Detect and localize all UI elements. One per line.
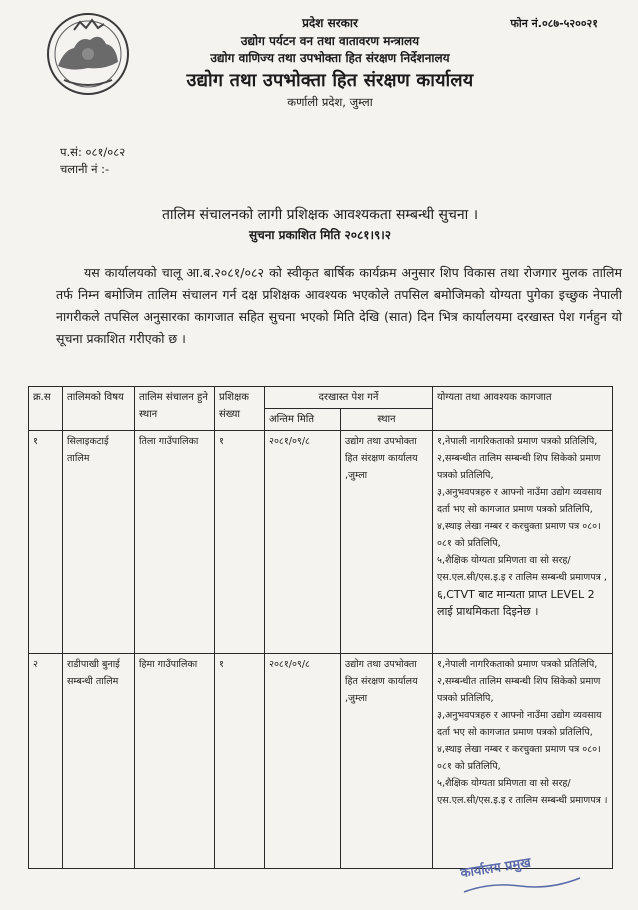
header-government: प्रदेश सरकार (302, 16, 358, 30)
requirement-item: ४,स्थाइ लेखा नम्बर र करचुक्ता प्रमाण पत्र ०८०।०८१ को प्रतिलिपि, (437, 744, 601, 772)
requirement-item: १,नेपाली नागरिकताको प्रमाण पत्रको प्रतिलिपि, (437, 436, 598, 447)
office-chief-stamp (460, 852, 620, 898)
header-count: प्रशिक्षक संख्या (215, 387, 265, 431)
header-deadline: अन्तिम मिति (265, 409, 341, 431)
cell-requirements (433, 654, 613, 869)
requirement-item: ३,अनुभवपत्रहरु र आफ्नो नाउँमा उद्योग व्यवसाय दर्ता भए सो कागजात प्रमाण पत्रको प्रतिलिपि, (437, 710, 602, 738)
cell-deadline: २०८१/०९/८ (265, 431, 341, 654)
cell-place: तिला गाउँपालिका (135, 431, 215, 654)
header-address: कर्णाली प्रदेश, जुम्ला (287, 95, 373, 109)
header-place: तालिम संचालन हुने स्थान (135, 387, 215, 431)
header-apply: दरखास्त पेश गर्ने (265, 387, 433, 409)
requirement-item: २,सम्बन्धीत तालिम सम्बन्धी शिप सिकेको प्रमाण पत्रको प्रतिलिपि, (437, 453, 601, 481)
cell-sn: २ (29, 654, 63, 869)
requirement-level-note: ६,CTVT बाट मान्यता प्राप्त LEVEL 2 लाई प्राथमिकता दिइनेछ । (437, 588, 595, 618)
cell-deadline: २०८१/०९/८ (265, 654, 341, 869)
table-header-row (29, 387, 613, 409)
cell-place: हिमा गाउँपालिका (135, 654, 215, 869)
requirement-item: ५,शैक्षिक योग्यता प्रमिणता वा सो सरह/एस.एल.सी/एस.इ.इ र तालिम सम्बन्धी प्रमाणपत्र । (437, 778, 608, 806)
notice-published-date: सुचना प्रकाशित मिति २०८१।९।२ (248, 228, 392, 242)
header-directorate: उद्योग वाणिज्य तथा उपभोक्ता हित संरक्षण निर्देशनालय (210, 51, 450, 65)
notice-title: तालिम संचालनको लागी प्रशिक्षक आवश्यकता सम्बन्धी सुचना । (161, 207, 479, 223)
stamp-text: कार्यालय प्रमुख (459, 855, 532, 882)
reference-number: प.सं: ०८१/०८२ (60, 145, 126, 159)
cell-count: १ (215, 654, 265, 869)
header-qualification: योग्यता तथा आवश्यक कागजात (433, 387, 613, 431)
requirement-item: १,नेपाली नागरिकताको प्रमाण पत्रको प्रतिलिपि, (437, 659, 598, 670)
header-office: उद्योग तथा उपभोक्ता हित संरक्षण कार्यालय (186, 70, 474, 91)
nepal-emblem-icon (44, 10, 132, 100)
header-subject: तालिमको विषय (63, 387, 135, 431)
cell-requirements (433, 431, 613, 654)
requirement-item: ५,शैक्षिक योग्यता प्रमिणता वा सो सरह/एस.एल.सी/एस.इ.इ र तालिम सम्बन्धी प्रमाणपत्र , (437, 555, 607, 583)
cell-location: उद्योग तथा उपभोक्ता हित संरक्षण कार्यालय ,जुम्ला (341, 654, 433, 869)
header-ministry: उद्योग पर्यटन वन तथा वातावरण मन्त्रालय (240, 34, 420, 48)
cell-subject: सिलाइकटाई तालिम (63, 431, 135, 654)
table-row (29, 654, 613, 869)
cell-location: उद्योग तथा उपभोक्ता हित संरक्षण कार्यालय ,जुम्ला (341, 431, 433, 654)
requirement-item: ३,अनुभवपत्रहरु र आफ्नो नाउँमा उद्योग व्यवसाय दर्ता भए सो कागजात प्रमाण पत्रको प्रतिलिपि, (437, 487, 602, 515)
trainer-requirements-table (28, 386, 613, 869)
requirement-item: ४,स्थाइ लेखा नम्बर र करचुक्ता प्रमाण पत्र ०८०।०८१ को प्रतिलिपि, (437, 521, 601, 549)
cell-subject: राडीपाखी बुनाई सम्बन्धी तालिम (63, 654, 135, 869)
dispatch-number: चलानी नं :- (60, 162, 110, 176)
notice-body: यस कार्यालयको चालू आ.ब.२०८१/०८२ को स्वीकृत बार्षिक कार्यक्रम अनुसार शिप विकास तथा रोजगार मुलक तालिम तर्फ निम्न बमोजिम तालिम संचालन गर्न दक्ष प्रशिक्षक आवश्यक भएकोले तपसिल बमोजिमको योग्यता पुगेका इच्छुक नेपाली नागरीकले तपसिल अनुसारका कागजात सहित सुचना भएको मिति देखि (सात) दिन भित्र कार्यालयमा दरखास्त पेश गर्नहुन यो सूचना प्रकाशित गरीएको छ । (56, 265, 622, 346)
requirement-item: २,सम्बन्धीत तालिम सम्बन्धी शिप सिकेको प्रमाण पत्रको प्रतिलिपि, (437, 676, 601, 704)
signature-icon (460, 852, 620, 898)
header-location: स्थान (341, 409, 433, 431)
cell-sn: १ (29, 431, 63, 654)
header-phone: फोन नं.०८७-५२००२१ (510, 17, 598, 30)
table-row (29, 431, 613, 654)
cell-count: १ (215, 431, 265, 654)
header-sn: क्र.स (29, 387, 63, 431)
